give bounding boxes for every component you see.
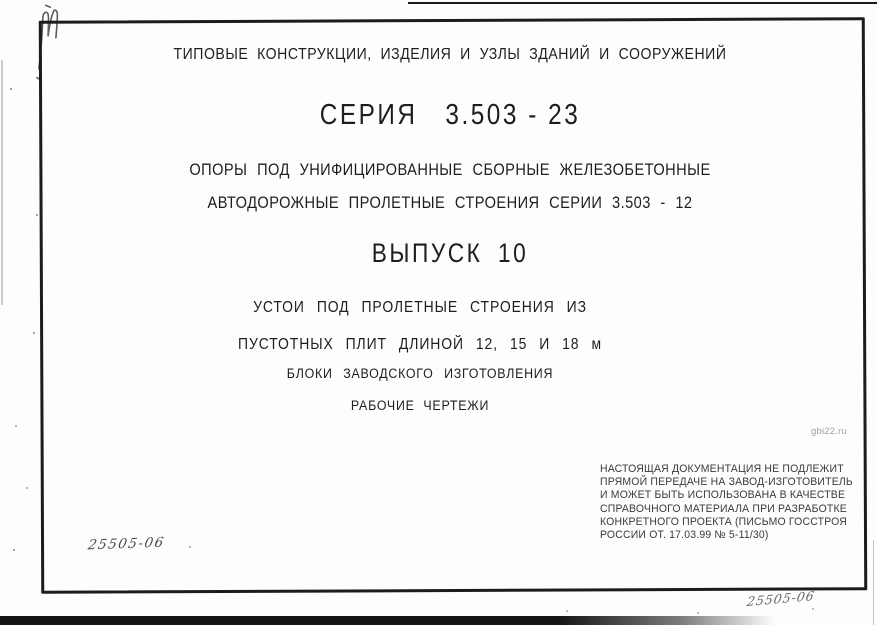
restriction-note — [600, 463, 853, 542]
note-line: СПРАВОЧНОГО МАТЕРИАЛА ПРИ РАЗРАБОТКЕ — [600, 502, 847, 515]
note-line: РОССИИ ОТ. 17.03.99 № 5-11/30) — [600, 529, 769, 542]
scan-edge-right-line — [873, 540, 874, 625]
document-classification-header: ТИПОВЫЕ КОНСТРУКЦИИ, ИЗДЕЛИЯ И УЗЛЫ ЗДАНИЙ И СООРУЖЕНИЙ — [173, 46, 727, 63]
issue-title: ВЫПУСК 10 — [371, 238, 529, 268]
subtitle-line-1: ОПОРЫ ПОД УНИФИЦИРОВАННЫЕ СБОРНЫЕ ЖЕЛЕЗОБЕТОННЫЕ — [189, 160, 711, 179]
section-title-line-2: ПУСТОТНЫХ ПЛИТ ДЛИНОЙ 12, 15 И 18 м — [238, 336, 602, 353]
note-line: КОНКРЕТНОГО ПРОЕКТА (ПИСЬМО ГОССТРОЯ — [600, 515, 847, 528]
scan-edge-left-line — [1, 60, 3, 305]
series-title: СЕРИЯ 3.503 - 23 — [319, 99, 581, 131]
note-line: ПРЯМОЙ ПЕРЕДАЧЕ НА ЗАВОД-ИЗГОТОВИТЕЛЬ — [600, 476, 853, 489]
working-drawings-label: РАБОЧИЕ ЧЕРТЕЖИ — [350, 398, 490, 413]
scan-edge-bottom-bar — [0, 616, 775, 625]
handwritten-inventory-number-left: 25505-06 — [86, 534, 167, 554]
scan-edge-top-line — [408, 2, 877, 4]
scan-specks — [10, 88, 12, 90]
section-title-line-3: БЛОКИ ЗАВОДСКОГО ИЗГОТОВЛЕНИЯ — [286, 366, 554, 381]
site-watermark: gbi22.ru — [811, 426, 847, 437]
handwritten-inventory-number-bottom: 25505-06 — [745, 587, 816, 610]
note-line: И МОЖЕТ БЫТЬ ИСПОЛЬЗОВАНА В КАЧЕСТВЕ — [600, 489, 846, 502]
note-line: НАСТОЯЩАЯ ДОКУМЕНТАЦИЯ НЕ ПОДЛЕЖИТ — [600, 463, 844, 475]
subtitle-line-2: АВТОДОРОЖНЫЕ ПРОЛЕТНЫЕ СТРОЕНИЯ СЕРИИ 3.503 - 12 — [207, 193, 693, 212]
section-title-line-1: УСТОИ ПОД ПРОЛЕТНЫЕ СТРОЕНИЯ ИЗ — [253, 299, 587, 316]
